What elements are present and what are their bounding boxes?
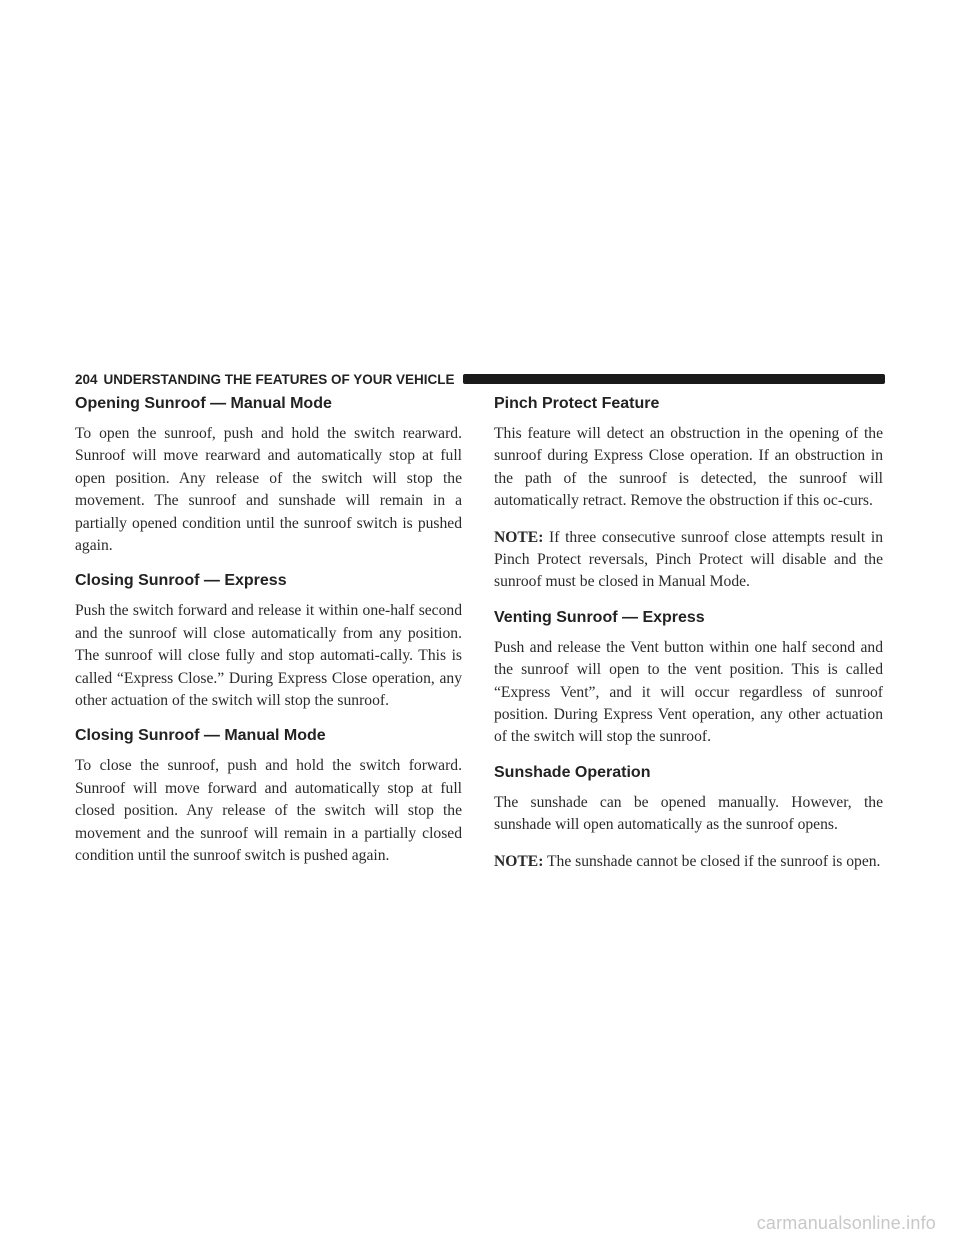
body-closing-manual: To close the sunroof, push and hold the switch forward. Sunroof will move forward and automatically stop at full closed position. Any release of the switch will stop the movement and the sunroof will remain in a partially closed condition until the sunroof switch is pushed again. [75,757,462,865]
body-closing-express: Push the switch forward and release it within one-half second and the sunroof will close automatically from any position. The sunroof will close fully and stop automati-cally. This is called “Express Close.” During Express Close operation, any other actuation of the switch will stop the sunroof. [75,602,462,710]
heading-closing-manual: Closing Sunroof — Manual Mode [75,727,326,745]
heading-pinch-protect: Pinch Protect Feature [494,395,660,412]
heading-opening-manual: Opening Sunroof — Manual Mode [75,395,332,412]
section-opening-manual [75,394,462,557]
page-number: 204 [75,371,98,387]
body-opening-manual: To open the sunroof, push and hold the switch rearward. Sunroof will move rearward and automatically stop at full open position. Any release of the switch will stop the movement. The sunroof and sunshade will remain in a partially opened condition until the sunroof switch is pushed again. [75,425,462,555]
body-sunshade: The sunshade can be opened manually. However, the sunshade will open automatically as the sunroof opens. [494,793,883,834]
note-sunshade [494,851,883,873]
note-pinch-protect [494,527,883,594]
right-column [494,394,883,887]
heading-closing-express: Closing Sunroof — Express [75,572,287,590]
section-closing-express [75,571,462,712]
left-column [75,394,462,882]
section-title: UNDERSTANDING THE FEATURES OF YOUR VEHICLE [103,371,455,387]
note-text: The sunshade cannot be closed if the sunroof is open. [543,852,881,870]
section-sunshade [494,763,883,873]
note-text: If three consecutive sunroof close attempts result in Pinch Protect reversals, Pinch Protect will disable and the sunroof must be closed in Manual Mode. [494,528,883,591]
watermark: carmanualsonline.info [756,1213,936,1233]
section-pinch-protect [494,394,883,594]
section-venting-express [494,608,883,749]
heading-venting-express: Venting Sunroof — Express [494,608,705,626]
note-label: NOTE: [494,852,544,870]
note-label: NOTE: [494,528,544,546]
section-closing-manual [75,726,462,867]
heading-sunshade: Sunshade Operation [494,763,651,781]
header-rule [463,374,885,384]
body-pinch-protect: This feature will detect an obstruction in the opening of the sunroof during Express Close operation. If an obstruction in the path of the sunroof is detected, the sunroof will automatically retract. Remove the obstruction if this oc-curs. [494,425,883,510]
page-header [75,368,885,390]
body-venting-express: Push and release the Vent button within one half second and the sunroof will open to the vent position. This is called “Express Vent”, and it will occur regardless of sunroof position. During Express Vent operation, any other actuation of the switch will stop the sunroof. [494,638,883,746]
